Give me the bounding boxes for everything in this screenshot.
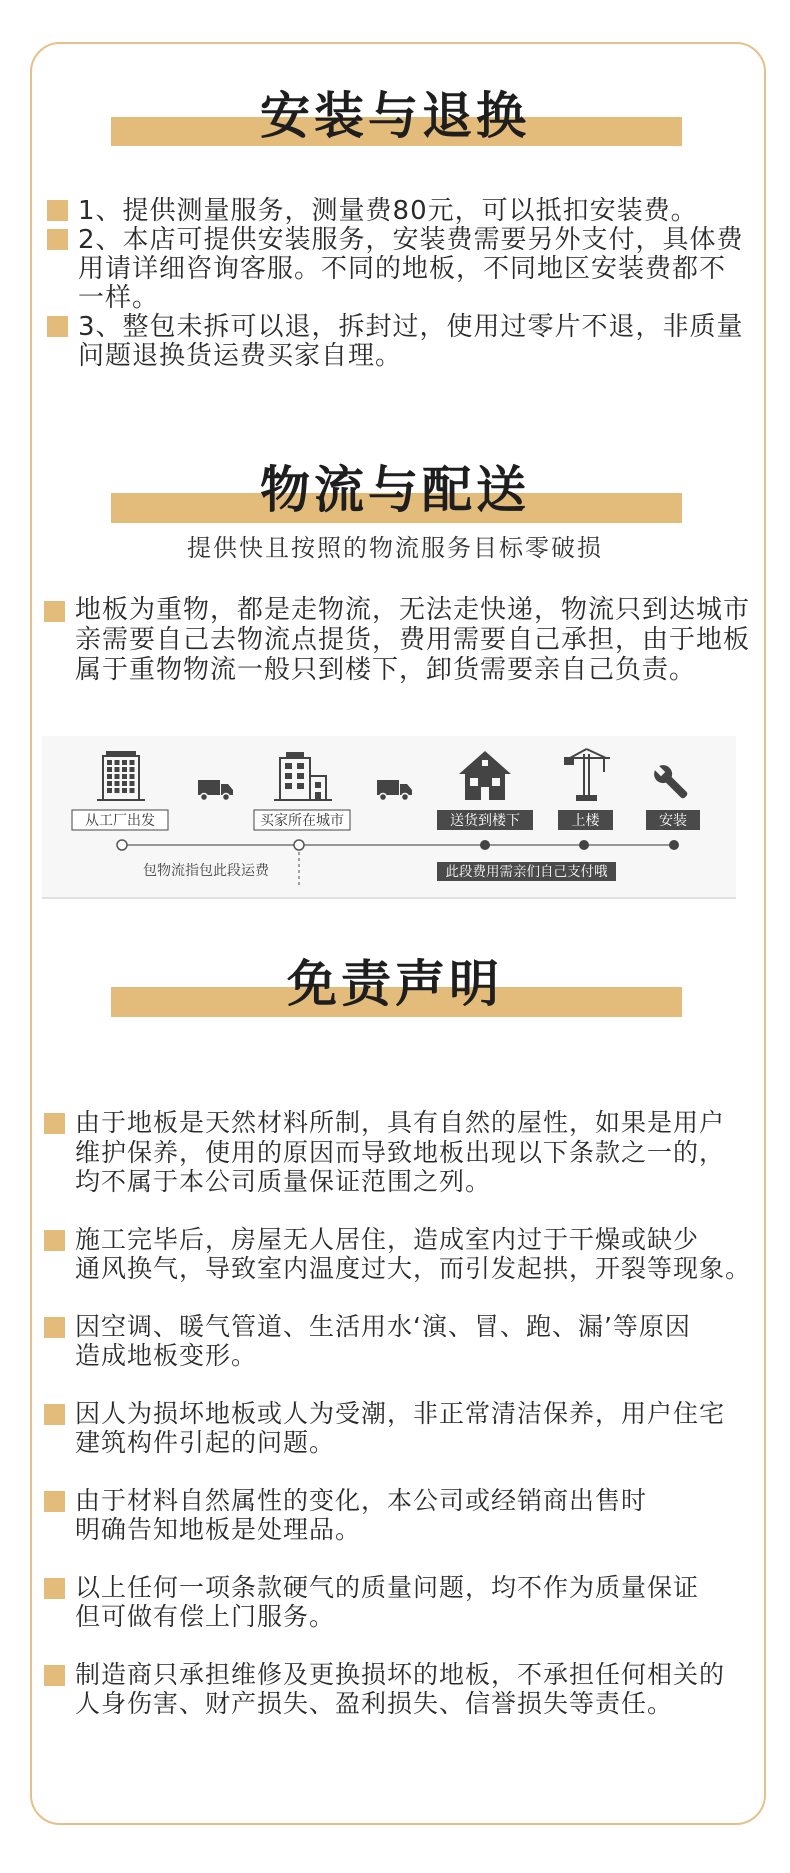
list-item: [44, 1660, 751, 1719]
item-line: 但可做有偿上门服务。: [75, 1602, 336, 1631]
included-shipping-note: 包物流指包此段运费: [143, 863, 269, 879]
item-line: 施工完毕后，房屋无人居住，造成室内过于干燥或缺少: [75, 1224, 700, 1254]
list-item: [44, 1108, 751, 1197]
bullet-square: [44, 601, 65, 622]
bullet-square: [44, 1230, 65, 1251]
item-line: 以上任何一项条款硬气的质量问题，均不作为质量保证: [75, 1572, 700, 1602]
list-item: [44, 1399, 751, 1458]
section-title-logistics: 物流与配送: [260, 460, 530, 519]
timeline-node: [579, 840, 589, 850]
item-line: 亲需要自己去物流点提货，费用需要自己承担，由于地板: [75, 625, 751, 655]
step-label: 送货到楼下: [450, 813, 520, 829]
step-label: 安装: [659, 813, 687, 829]
section-title-disclaimer: 免责声明: [287, 954, 503, 1013]
timeline-node: [480, 840, 490, 850]
list-item: [44, 1573, 751, 1632]
extra-cost-note: 此段费用需亲们自己支付哦: [445, 864, 608, 880]
bullet-square: [44, 1491, 65, 1512]
item-line: 3、整包未拆可以退，拆封过，使用过零片不退，非质量: [78, 312, 744, 342]
bullet-square: [44, 1113, 65, 1134]
item-line: 地板为重物，都是走物流，无法走快递，物流只到达城市: [75, 595, 751, 625]
item-line: 一样。: [78, 283, 160, 313]
item-line: 由于材料自然属性的变化，本公司或经销商出售时: [75, 1485, 648, 1515]
item-line: 因空调、暖气管道、生活用水‘演、冒、跑、漏’等原因: [75, 1311, 691, 1341]
bullet-square: [44, 1317, 65, 1338]
bullet-square: [44, 1665, 65, 1686]
item-line: 通风换气，导致室内温度过大，而引发起拱，开裂等现象。: [75, 1254, 752, 1283]
timeline-node: [669, 840, 679, 850]
timeline-node: [294, 840, 304, 850]
bullet-square: [47, 200, 68, 221]
item-line: 2、本店可提供安装服务，安装费需要另外支付，具体费: [78, 225, 744, 255]
item-line: 均不属于本公司质量保证范围之列。: [75, 1167, 492, 1196]
section-subtitle: 提供快且按照的物流服务目标零破损: [187, 534, 603, 562]
item-line: 人身伤害、财产损失、盈利损失、信誉损失等责任。: [75, 1689, 674, 1718]
list-item: [47, 197, 744, 226]
item-line: 建筑构件引起的问题。: [75, 1428, 336, 1457]
item-line: 由于地板是天然材料所制，具有自然的屋性，如果是用户: [75, 1108, 726, 1137]
step-label: 上楼: [571, 813, 600, 829]
item-line: 问题退换货运费买家自理。: [78, 341, 403, 371]
section-title-install: 安装与退换: [260, 86, 530, 145]
item-line: 明确告知地板是处理品。: [75, 1515, 362, 1544]
step-start: [72, 810, 168, 830]
logistics-list: [44, 595, 750, 685]
item-line: 1、提供测量服务，测量费80元，可以抵扣安装费。: [78, 196, 698, 226]
list-item: [44, 1486, 751, 1545]
item-line: 属于重物物流一般只到楼下，卸货需要亲自己负责。: [75, 655, 697, 685]
bullet-square: [44, 1578, 65, 1599]
install-list: [47, 197, 744, 371]
step-label: 从工厂出发: [85, 813, 155, 829]
list-item: [44, 1225, 751, 1284]
step-upstairs: [558, 810, 613, 830]
item-line: 维护保养，使用的原因而导致地板出现以下条款之一的，: [75, 1137, 726, 1167]
logistics-flow-diagram: [42, 736, 736, 900]
step-install: [646, 810, 700, 830]
step-label: 买家所在城市: [260, 813, 344, 829]
list-item: [47, 313, 744, 371]
item-line: 造成地板变形。: [75, 1341, 258, 1370]
bullet-square: [44, 1404, 65, 1425]
step-downstairs: [437, 810, 533, 830]
item-line: 因人为损坏地板或人为受潮，非正常清洁保养，用户住宅: [75, 1398, 726, 1428]
step-city: [254, 810, 350, 830]
bullet-square: [47, 316, 68, 337]
timeline-node: [117, 840, 127, 850]
disclaimer-list: [44, 1108, 751, 1719]
bullet-square: [47, 229, 68, 250]
list-item: [44, 1312, 751, 1371]
item-line: 制造商只承担维修及更换损坏的地板，不承担任何相关的: [75, 1659, 726, 1689]
list-item: [44, 595, 750, 685]
list-item: [47, 226, 744, 313]
item-line: 用请详细咨询客服。不同的地板，不同地区安装费都不: [78, 254, 727, 284]
